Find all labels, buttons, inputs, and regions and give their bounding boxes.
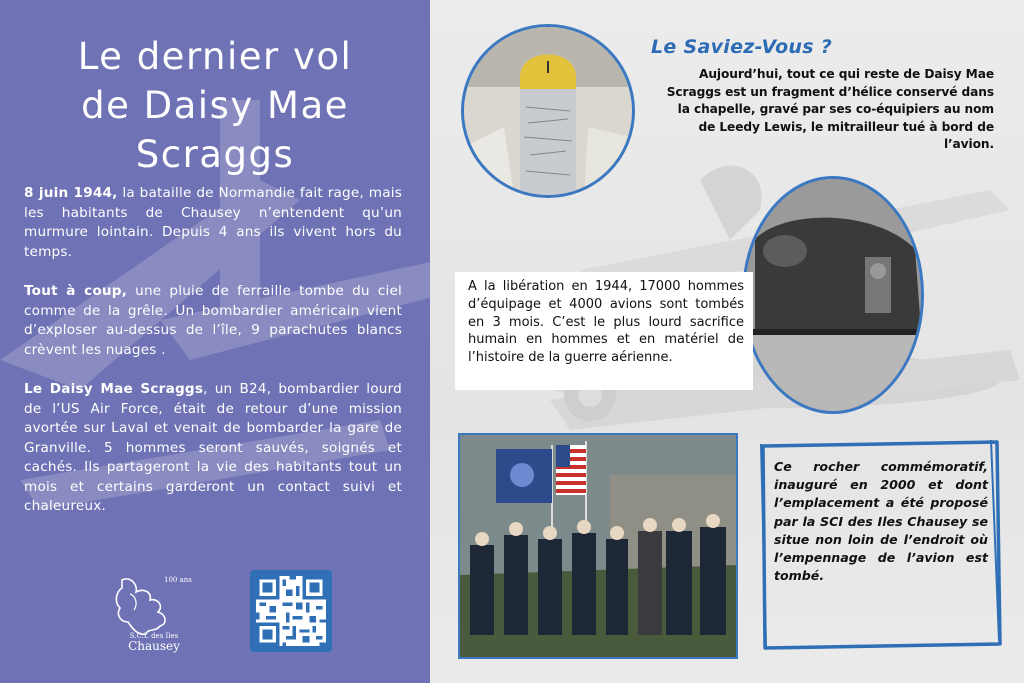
title-line-3: Scraggs (135, 133, 295, 176)
paragraph-bomber-text: , un B24, bombardier lourd de l’US Air Force, était de retour d’une mission avortée sur Laval et venait de bombarder la gare de Granville. 5 hommes seront sauvés, soignés et cachés. Ils partageront la vie des habitants tout un mois et certains garderont un contact suivi et chaleureux. (24, 381, 402, 514)
paragraph-june-lead: 8 juin 1944, (24, 185, 118, 201)
did-you-know-text: Aujourd’hui, tout ce qui reste de Daisy Mae Scraggs est un fragment d’hélice conservé dans la chapelle, gravé par ses co-équipiers au nom de Leedy Lewis, le mitrailleur tué à bord de l’avion. (666, 67, 994, 151)
propeller-fragment-image (464, 27, 632, 195)
paragraph-bomber-lead: Le Daisy Mae Scraggs (24, 381, 204, 397)
page-title (20, 32, 410, 179)
bomber-nose-image (745, 179, 921, 411)
logo-line-1: S.C.I. des Iles (129, 632, 179, 640)
propeller-fragment-photo (461, 24, 635, 198)
logo-line-2: Chausey (128, 639, 180, 653)
ceremony-photo (458, 433, 738, 659)
paragraph-bomber (24, 380, 402, 517)
left-column (0, 0, 430, 683)
paragraph-sudden-lead: Tout à coup, (24, 283, 128, 299)
paragraph-june-text: la bataille de Normandie fait rage, mais les habitants de Chausey n’entendent qu’un murmure lointain. Depuis 4 ans ils vivent hors du temps. (24, 185, 402, 260)
ceremony-image (460, 435, 736, 657)
memorial-text: Ce rocher commémoratif, inauguré en 2000 et dont l’emplacement a été proposé par la SCI des Iles Chausey se situe non loin de l’endroit où l’empennage de l’avion est tombé. (774, 459, 988, 584)
paragraph-sudden (24, 282, 402, 360)
liberation-text: A la libération en 1944, 17000 hommes d’équipage et 4000 avions sont tombés en 3 mois. C’est le plus lourd sacrifice humain en hommes et en matériel de l’histoire de la guerre aérienne. (468, 279, 744, 366)
paragraph-sudden-text: une pluie de ferraille tombe du ciel comme de la grêle. Un bombardier américain vient d’exploser au-dessus de l’île, 9 parachutes blancs crèvent les nuages . (24, 283, 402, 358)
paragraph-june (24, 184, 402, 262)
bomber-nose-photo (742, 176, 924, 414)
island-logo-icon (108, 570, 198, 656)
logo-years: 100 ans (164, 576, 192, 584)
did-you-know-title: Le Saviez-Vous ? (651, 36, 833, 58)
qr-code-pattern (256, 576, 326, 646)
title-line-2: de Daisy Mae (81, 84, 349, 127)
title-line-1: Le dernier vol (77, 35, 353, 78)
qr-code-icon[interactable] (250, 570, 332, 652)
